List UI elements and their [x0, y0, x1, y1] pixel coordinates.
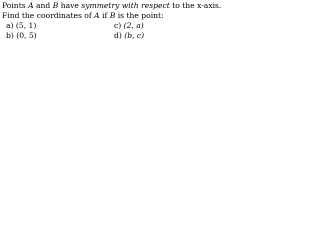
text-xaxis: to the x-axis. — [172, 1, 222, 10]
choice-d-value: (b, c) — [124, 31, 145, 40]
question-middle: if — [102, 11, 108, 20]
choice-b[interactable] — [6, 31, 37, 41]
answer-choices — [2, 21, 198, 41]
choice-c-label: c) — [114, 21, 122, 30]
question-point-b: B — [109, 11, 116, 20]
question-line — [2, 11, 198, 21]
choice-a[interactable] — [6, 21, 36, 31]
problem-card — [2, 0, 222, 43]
point-b: B — [52, 1, 59, 10]
emphasis-symmetry: symmetry with respect — [81, 1, 170, 10]
choice-d[interactable] — [114, 31, 144, 41]
text-points: Points — [2, 1, 26, 10]
choice-b-value: (0, 5) — [16, 31, 37, 40]
choice-c[interactable] — [114, 21, 144, 31]
question-after: is the point: — [117, 11, 164, 20]
text-and: and — [35, 1, 51, 10]
question-before: Find the coordinates of — [2, 11, 92, 20]
problem-statement — [2, 1, 222, 11]
question-point-a: A — [94, 11, 100, 20]
point-a: A — [28, 1, 34, 10]
text-have: have — [60, 1, 79, 10]
choice-d-label: d) — [114, 31, 122, 40]
choice-a-label: a) — [6, 21, 14, 30]
choice-a-value: (5, 1) — [15, 21, 37, 30]
choice-b-label: b) — [6, 31, 14, 40]
choice-c-value: (2, a) — [123, 21, 144, 30]
